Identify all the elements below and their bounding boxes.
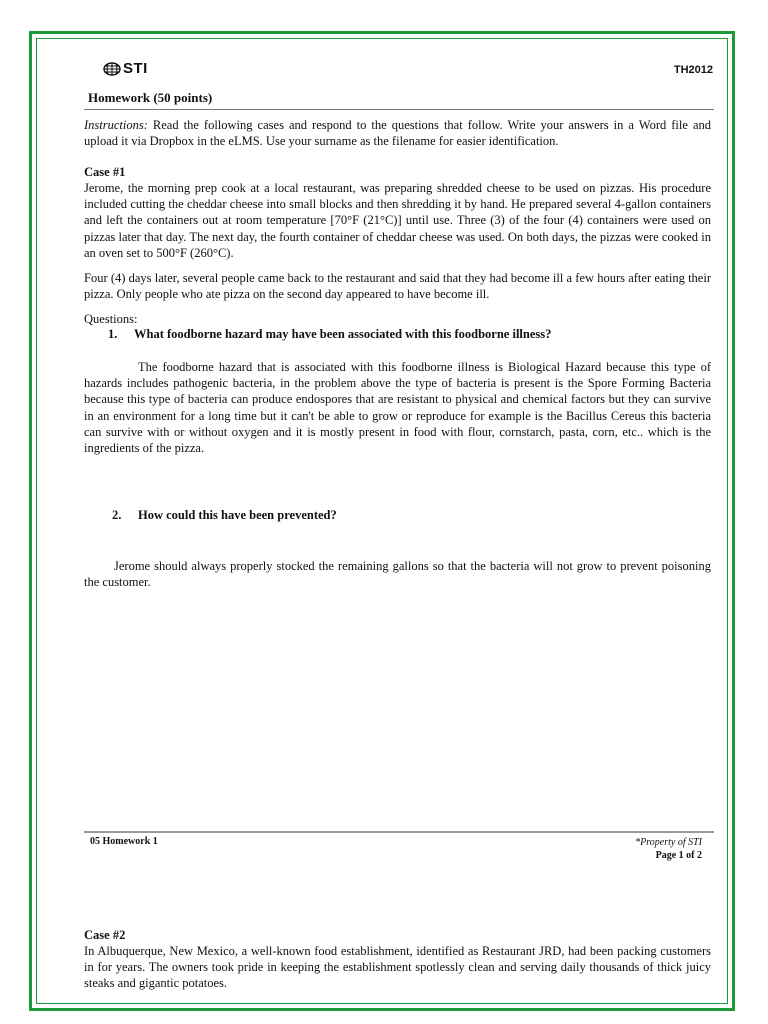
logo-text: STI <box>123 60 148 77</box>
answer-1: The foodborne hazard that is associated with this foodborne illness is Biological Hazard because this type of hazards includes pathogenic bacteria, in the problem above the type of bacteria is present is the Spore Forming Bacteria because this type of bacteria can produce endospores that are resistant to physical and chemical factors but they can survive in an environment for a long time but it can't be able to grow or reproduce for example is the Bacillus Cereus this bacteria can survive with or without oxygen and it is mostly present in food with flour, cornstarch, pasta, corn, etc.. which is the ingredients of the pizza. <box>84 360 711 456</box>
course-code: TH2012 <box>673 64 713 76</box>
footer-right <box>635 836 702 862</box>
sti-logo <box>102 60 148 77</box>
case2-paragraph-1: In Albuquerque, New Mexico, a well-known food establishment, identified as Restaurant JRD, had been packing customers in for years. The owners took pride in keeping the establishment spotlessly clean and serving daily thousands of thick juicy steaks and gigantic potatoes. <box>84 944 711 991</box>
question-1 <box>108 327 551 342</box>
sti-globe-icon <box>102 62 122 76</box>
case1-paragraph-2: Four (4) days later, several people came back to the restaurant and said that they had become ill a few hours after eating their pizza. Only people who ate pizza on the second day appeared to have become ill. <box>84 271 711 302</box>
footer-module-label: 05 Homework 1 <box>90 836 158 847</box>
question-2-number: 2. <box>112 508 122 522</box>
question-1-number: 1. <box>108 327 118 341</box>
instructions-text: Read the following cases and respond to the questions that follow. Write your answers in a Word file and upload it via Dropbox in the eLMS. Use your surname as the filename for easier identification. <box>84 118 711 149</box>
question-2 <box>112 508 337 523</box>
question-2-text: How could this have been prevented? <box>138 508 337 522</box>
footer-property: *Property of STI <box>635 837 702 848</box>
instructions <box>84 117 711 149</box>
answer-2: Jerome should always properly stocked the remaining gallons so that the bacteria will not grow to prevent poisoning the customer. <box>84 559 711 590</box>
footer-divider <box>84 831 714 833</box>
instructions-label: Instructions: <box>84 118 148 132</box>
case1-heading: Case #1 <box>84 165 126 179</box>
question-1-text: What foodborne hazard may have been associated with this foodborne illness? <box>134 327 552 341</box>
case2-heading: Case #2 <box>84 928 126 942</box>
case1-paragraph-1: Jerome, the morning prep cook at a local restaurant, was preparing shredded cheese to be used on pizzas. His procedure included cutting the cheddar cheese into small blocks and then shredding it by hand. He prepared several 4-gallon containers and left the containers out at room temperature [70°F (21°C)] until use. Three (3) of the four (4) containers were used on pizzas later that day. The next day, the fourth container of cheddar cheese was used. On both days, the pizzas were cooked in an oven set to 500°F (260°C). <box>84 181 711 260</box>
footer-page-number: Page 1 of 2 <box>655 850 702 861</box>
header-divider <box>84 109 714 110</box>
questions-label: Questions: <box>84 312 138 326</box>
homework-title: Homework (50 points) <box>88 90 213 105</box>
